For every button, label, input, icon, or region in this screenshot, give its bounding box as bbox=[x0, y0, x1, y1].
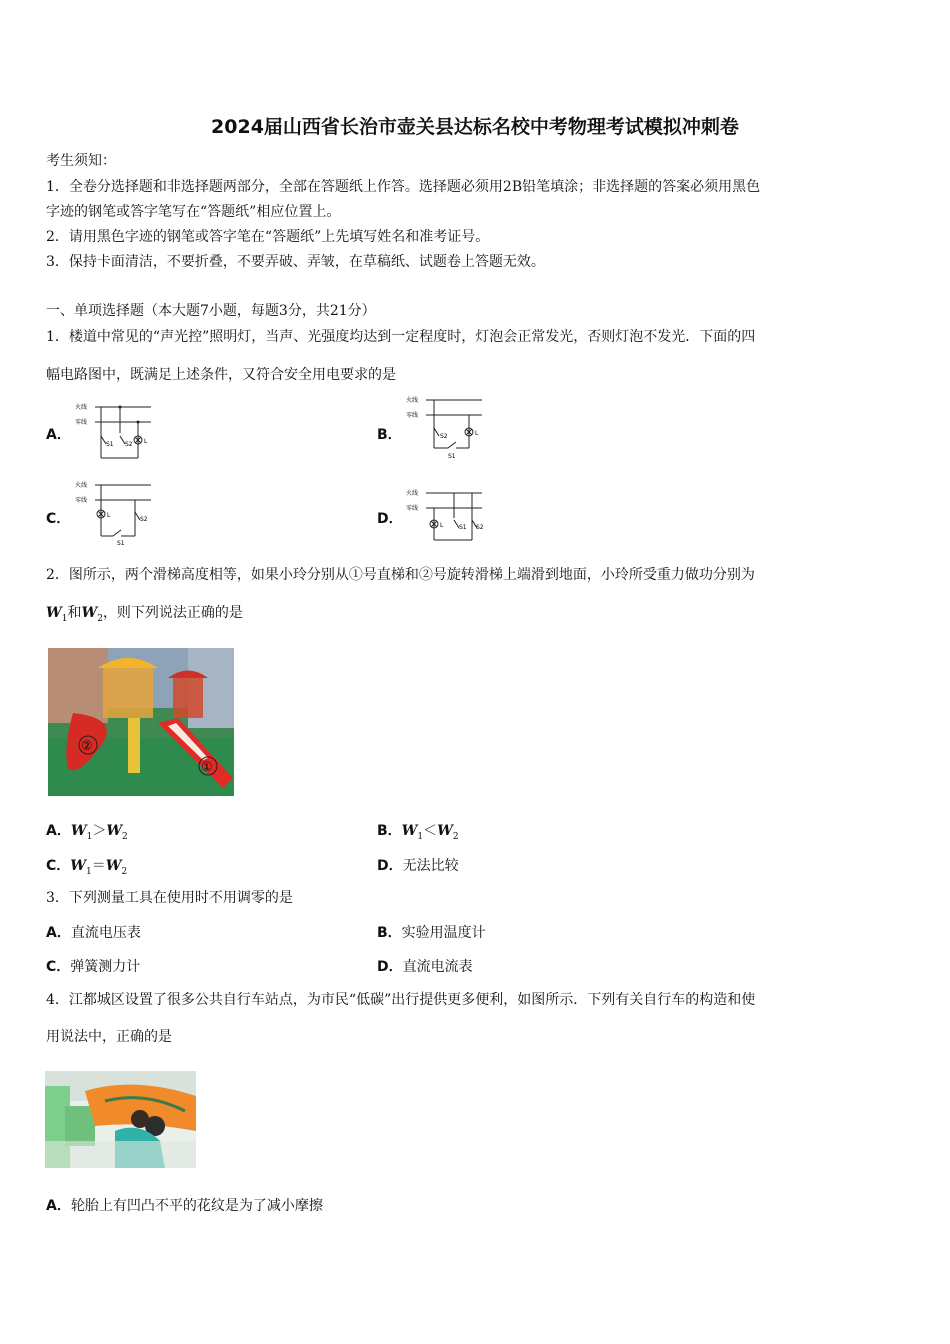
q3-option-d: D．直流电流表 bbox=[377, 959, 473, 975]
svg-text:火线: 火线 bbox=[406, 397, 419, 404]
svg-text:火线: 火线 bbox=[75, 482, 88, 489]
q1-circuit-b bbox=[404, 392, 484, 462]
q2-option-c: C．$W_1=W_2$ bbox=[46, 858, 128, 877]
notice-line: 1．全卷分选择题和非选择题两部分，全部在答题纸上作答。选择题必须用2B铅笔填涂；非选择题的答案必须用黑色 bbox=[46, 179, 761, 195]
q1-option-d-label: D． bbox=[377, 511, 403, 527]
svg-text:零线: 零线 bbox=[406, 505, 419, 512]
q1-circuit-a bbox=[73, 398, 153, 464]
svg-text:L: L bbox=[475, 430, 479, 437]
svg-text:②: ② bbox=[81, 739, 93, 754]
question-1-stem: 1．楼道中常见的“声光控”照明灯，当声、光强度均达到一定程度时，灯泡会正常发光，否则灯泡不发光．下面的四 bbox=[46, 329, 756, 345]
svg-text:零线: 零线 bbox=[75, 497, 88, 504]
question-2-stem-cont: $W_1$和$W_2$，则下列说法正确的是 bbox=[46, 605, 243, 624]
svg-text:S1: S1 bbox=[106, 441, 114, 448]
notice-line: 2．请用黑色字迹的钢笔或答字笔在“答题纸”上先填写姓名和准考证号。 bbox=[46, 229, 490, 245]
bicycle-station-photo bbox=[45, 1071, 196, 1168]
q3-option-a: A．直流电压表 bbox=[46, 925, 141, 941]
notice-line: 字迹的钢笔或答字笔写在“答题纸”相应位置上。 bbox=[46, 204, 341, 220]
svg-text:S1: S1 bbox=[459, 524, 467, 531]
svg-text:零线: 零线 bbox=[75, 419, 88, 426]
q3-option-b: B．实验用温度计 bbox=[377, 925, 486, 941]
svg-text:S2: S2 bbox=[476, 524, 484, 531]
question-4-stem-cont: 用说法中，正确的是 bbox=[46, 1029, 172, 1045]
svg-text:火线: 火线 bbox=[406, 490, 419, 497]
q1-option-b-label: B． bbox=[377, 427, 402, 443]
svg-text:S2: S2 bbox=[125, 441, 133, 448]
q2-option-d: D．无法比较 bbox=[377, 858, 459, 874]
q4-option-a: A．轮胎上有凹凸不平的花纹是为了减小摩擦 bbox=[46, 1198, 323, 1214]
svg-text:S1: S1 bbox=[117, 540, 125, 547]
playground-slide-photo bbox=[48, 648, 234, 796]
q1-circuit-d bbox=[404, 484, 484, 546]
svg-text:L: L bbox=[440, 522, 444, 529]
notice-line: 3．保持卡面清洁，不要折叠，不要弄破、弄皱，在草稿纸、试题卷上答题无效。 bbox=[46, 254, 545, 270]
section-heading: 一、单项选择题（本大题7小题，每题3分，共21分） bbox=[46, 303, 376, 319]
q1-circuit-c bbox=[73, 478, 153, 548]
svg-text:S2: S2 bbox=[440, 433, 448, 440]
notice-heading: 考生须知： bbox=[46, 153, 116, 169]
page-title: 2024届山西省长治市壶关县达标名校中考物理考试模拟冲刺卷 bbox=[211, 116, 739, 138]
svg-text:L: L bbox=[107, 512, 111, 519]
svg-text:S2: S2 bbox=[140, 516, 148, 523]
q1-option-c-label: C． bbox=[46, 511, 71, 527]
question-2-stem: 2．图所示，两个滑梯高度相等，如果小玲分别从①号直梯和②号旋转滑梯上端滑到地面，小玲所受重力做功分别为 bbox=[46, 567, 755, 583]
svg-text:①: ① bbox=[201, 760, 213, 775]
svg-text:火线: 火线 bbox=[75, 404, 88, 411]
svg-text:零线: 零线 bbox=[406, 412, 419, 419]
q2-option-a: A．$W_1>W_2$ bbox=[46, 823, 128, 842]
q1-option-a-label: A． bbox=[46, 427, 71, 443]
question-3-stem: 3．下列测量工具在使用时不用调零的是 bbox=[46, 890, 293, 906]
question-1-stem-cont: 幅电路图中，既满足上述条件，又符合安全用电要求的是 bbox=[46, 367, 396, 383]
q2-option-b: B．$W_1<W_2$ bbox=[377, 823, 459, 842]
question-4-stem: 4．江都城区设置了很多公共自行车站点，为市民“低碳”出行提供更多便利，如图所示．下列有关自行车的构造和使 bbox=[46, 992, 756, 1008]
q3-option-c: C．弹簧测力计 bbox=[46, 959, 141, 975]
svg-text:S1: S1 bbox=[448, 453, 456, 460]
svg-text:L: L bbox=[144, 438, 148, 445]
